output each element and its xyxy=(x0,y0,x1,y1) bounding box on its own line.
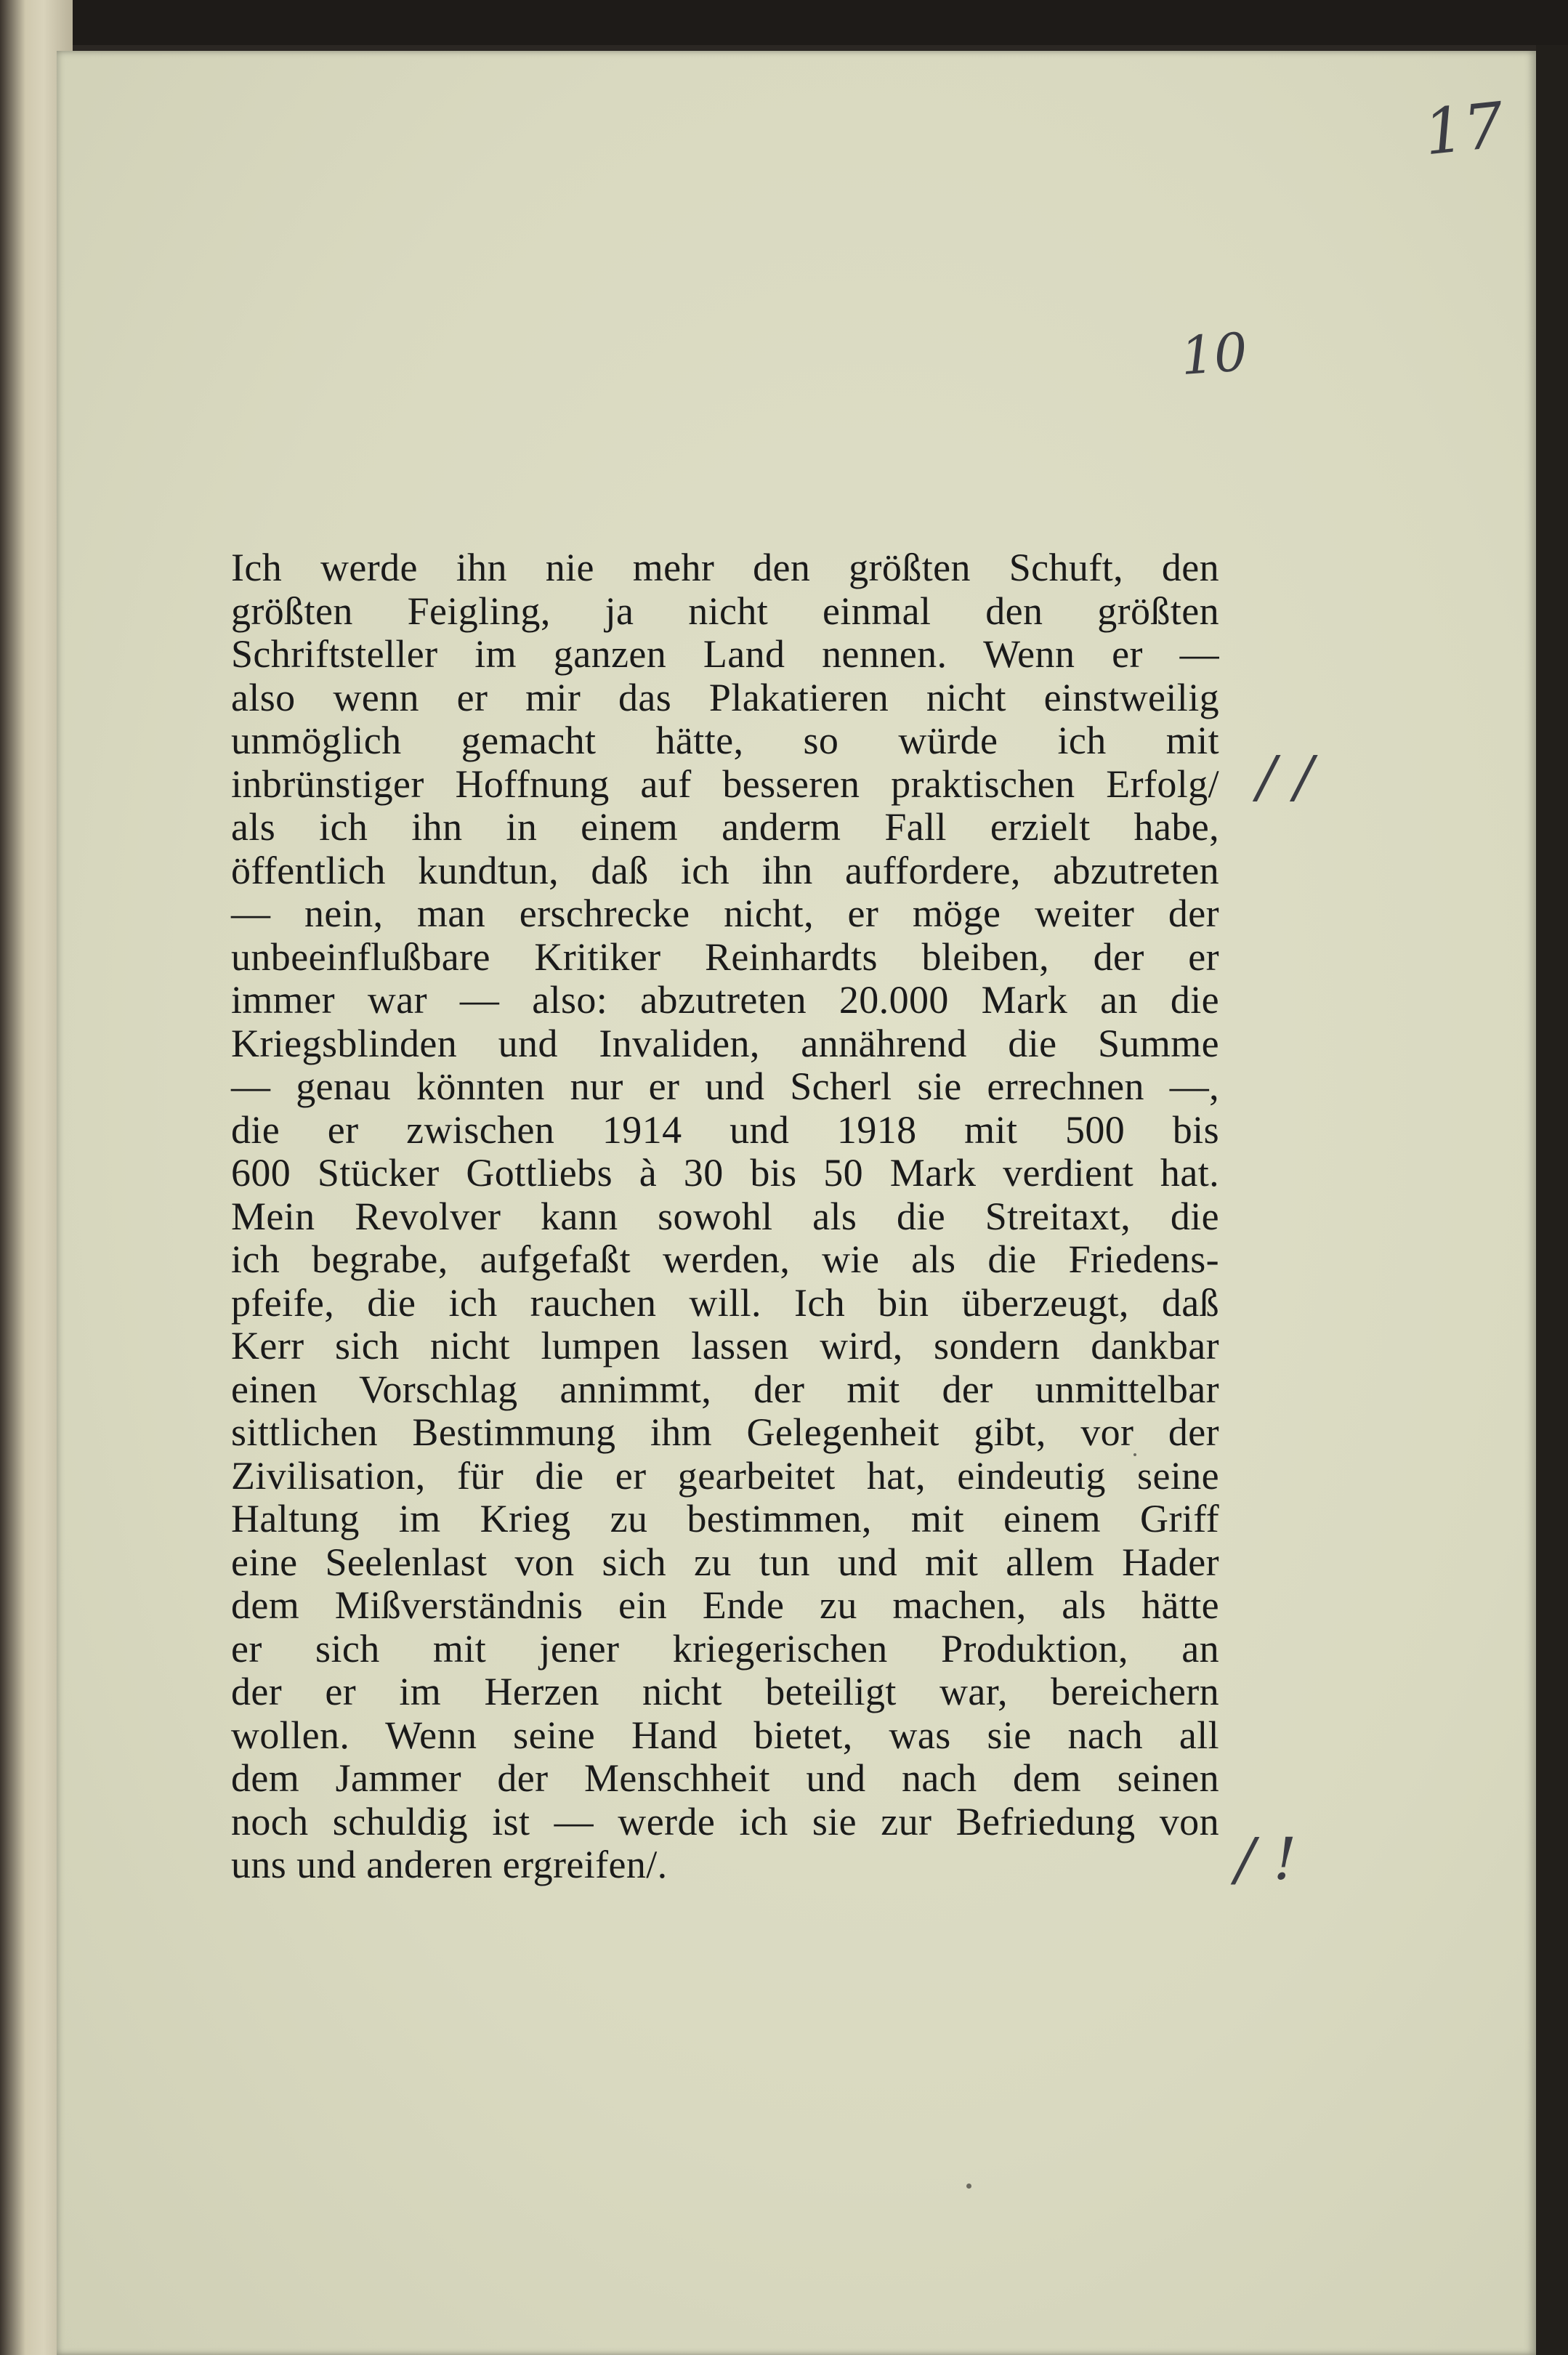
text-line: größten Feigling, ja nicht einmal den größten xyxy=(231,589,1219,633)
text-line: — genau könnten nur er und Scherl sie errechnen —, xyxy=(231,1065,1219,1108)
text-line: immer war — also: abzutreten 20.000 Mark an die xyxy=(231,978,1219,1022)
paper-speck xyxy=(966,2184,971,2189)
text-line: inbrünstiger Hoffnung auf besseren praktischen Erfolg/ xyxy=(231,762,1219,806)
text-line: Kerr sich nicht lumpen lassen wird, sondern dankbar xyxy=(231,1324,1219,1368)
folio-number: 17 xyxy=(1421,89,1508,170)
text-line: Mein Revolver kann sowohl als die Streitaxt, die xyxy=(231,1194,1219,1238)
text-line: noch schuldig ist — werde ich sie zur Befriedung von xyxy=(231,1799,1219,1843)
text-line: die er zwischen 1914 und 1918 mit 500 bis xyxy=(231,1107,1219,1152)
body-paragraph xyxy=(231,546,1219,1887)
text-line: unmöglich gemacht hätte, so würde ich mit xyxy=(231,719,1219,762)
text-line: Zivilisation, für die er gearbeitet hat, eindeutig seine xyxy=(231,1453,1219,1498)
text-line: Ich werde ihn nie mehr den größten Schuft, den xyxy=(231,546,1219,589)
page-number: 10 xyxy=(1179,320,1250,387)
margin-mark: / / xyxy=(1257,745,1314,810)
text-line: pfeife, die ich rauchen will. Ich bin überzeugt, daß xyxy=(231,1280,1219,1325)
text-line: wollen. Wenn seine Hand bietet, was sie nach all xyxy=(231,1713,1219,1757)
text-line: dem Mißverständnis ein Ende zu machen, als hätte xyxy=(231,1583,1219,1627)
text-line: einen Vorschlag annimmt, der mit der unmittelbar xyxy=(231,1367,1219,1411)
text-line: dem Jammer der Menschheit und nach dem seinen xyxy=(231,1756,1219,1800)
text-line: ich begrabe, aufgefaßt werden, wie als die Friedens- xyxy=(231,1237,1219,1281)
text-line: also wenn er mir das Plakatieren nicht einstweilig xyxy=(231,675,1219,719)
text-line: — nein, man erschrecke nicht, er möge weiter der xyxy=(231,892,1219,935)
top-shadow-edge xyxy=(0,0,1568,45)
text-line: er sich mit jener kriegerischen Produktion, an xyxy=(231,1626,1219,1671)
text-line: sittlichen Bestimmung ihm Gelegenheit gibt, vor der xyxy=(231,1410,1219,1454)
text-line: Kriegsblinden und Invaliden, annährend die Summe xyxy=(231,1021,1219,1065)
text-line: Schriftsteller im ganzen Land nennen. Wenn er — xyxy=(231,632,1219,676)
text-line: uns und anderen ergreifen/. xyxy=(231,1843,668,1886)
text-line: eine Seelenlast von sich zu tun und mit allem Hader xyxy=(231,1540,1219,1584)
text-line: der er im Herzen nicht beteiligt war, bereichern xyxy=(231,1670,1219,1713)
right-dark-edge xyxy=(1536,45,1568,2355)
text-line: 600 Stücker Gottliebs à 30 bis 50 Mark verdient hat. xyxy=(231,1151,1219,1195)
margin-mark: / ! xyxy=(1235,1825,1297,1893)
text-line: öffentlich kundtun, daß ich ihn auffordere, abzutreten xyxy=(231,848,1219,892)
text-line: unbeeinflußbare Kritiker Reinhardts bleiben, der er xyxy=(231,934,1219,979)
text-line: als ich ihn in einem anderm Fall erzielt habe, xyxy=(231,805,1219,849)
text-line: Haltung im Krieg zu bestimmen, mit einem Griff xyxy=(231,1497,1219,1540)
